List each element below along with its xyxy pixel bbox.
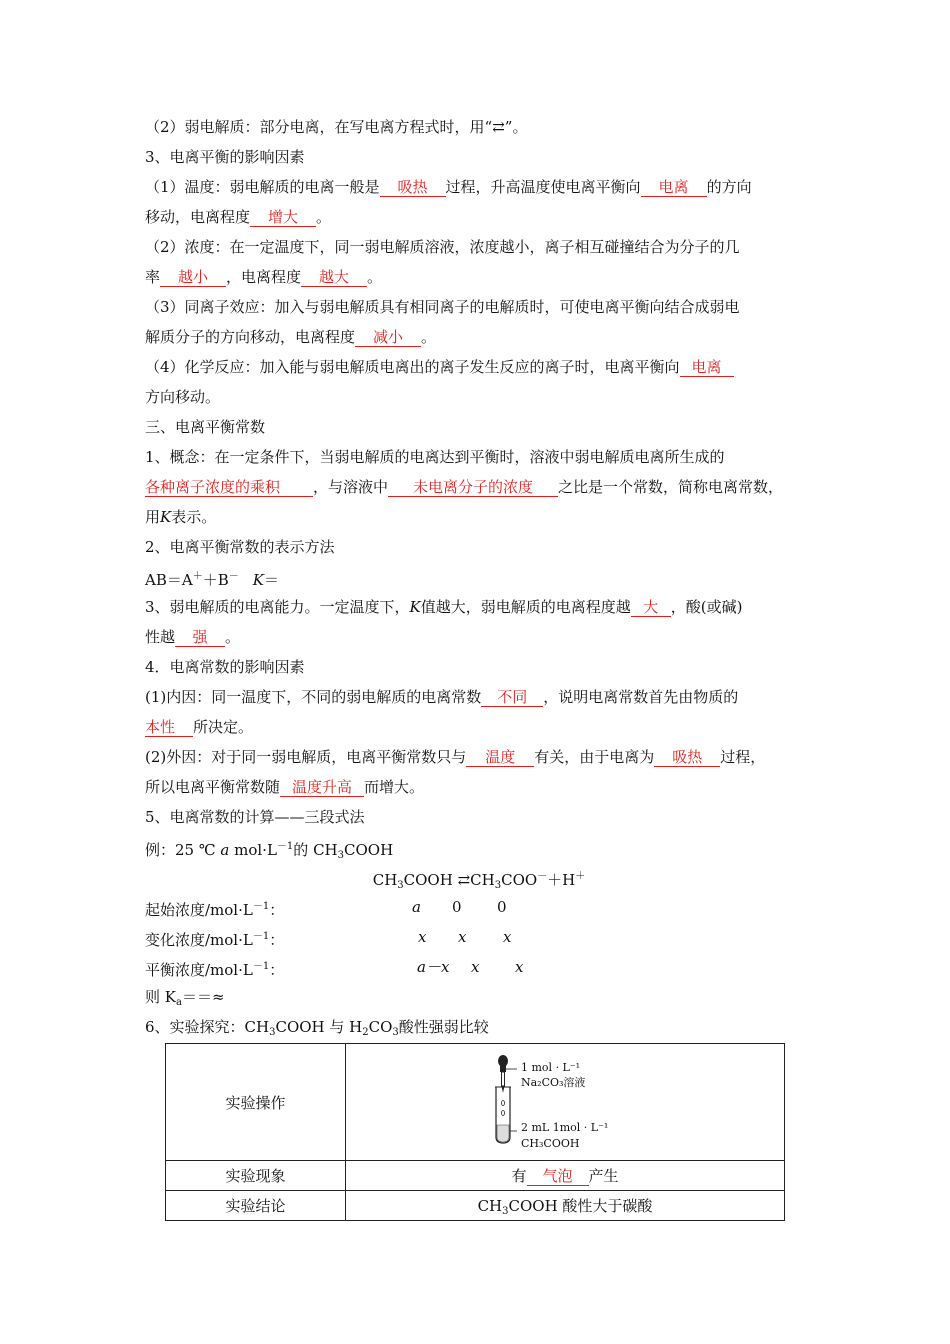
row-initial: 起始浓度$/mol\cdot L^{-1}$： a 0 0 (145, 898, 507, 919)
document-body (145, 112, 813, 1042)
answer-blank: 越小 (160, 268, 226, 287)
answer-blank: 强 (175, 628, 225, 647)
answer-blank: 本性 (145, 718, 193, 737)
heading-factors: 3、电离平衡的影响因素 (145, 148, 305, 166)
line-calc-heading: 5、电离常数的计算——三段式法 (145, 808, 365, 826)
line-temperature: （1）温度：弱电解质的电离一般是 吸热 过程，升高温度使电离平衡向 电离 的方向 (145, 178, 752, 196)
line-ab-equation: AB＝A＋＋B－ K＝ (145, 571, 279, 589)
line-internal-2: 本性 所决定。 (145, 718, 254, 736)
line-concentration: （2）浓度：在一定温度下，同一弱电解质溶液，浓度越小，离子相互碰撞结合为分子的几 (145, 238, 740, 256)
line-influence: 4．电离常数的影响因素 (145, 658, 305, 676)
answer-blank: 未电离分子的浓度 (388, 478, 558, 497)
line-external: (2)外因：对于同一弱电解质，电离平衡常数只与 温度 有关，由于电离为 吸热 过程， (145, 748, 766, 766)
line-representation: 2、电离平衡常数的表示方法 (145, 538, 335, 556)
section-heading-constant: 三、电离平衡常数 (145, 418, 266, 436)
svg-text:Na₂CO₃溶液: Na₂CO₃溶液 (521, 1076, 586, 1089)
answer-blank: 温度 (466, 748, 534, 767)
line-example: 例：25 ℃ a $mol\cdot L^{-1}$的 $CH_3COOH$ (145, 841, 394, 861)
svg-text:2 mL 1mol · L⁻¹: 2 mL 1mol · L⁻¹ (521, 1121, 609, 1134)
test-tube-icon (465, 1049, 665, 1155)
line-internal: (1)内因：同一温度下，不同的弱电解质的电离常数 不同 ，说明电离常数首先由物质的 (145, 688, 739, 706)
line-concentration-2: 率 越小 ，电离程度 越大 。 (145, 268, 383, 286)
apparatus-figure (346, 1044, 785, 1161)
conclusion: $CH_3COOH$ 酸性大于碳酸 (346, 1191, 785, 1221)
answer-blank: 电离 (641, 178, 707, 197)
line-concept-3: 用K表示。 (145, 508, 217, 526)
line-ability: 3、弱电解质的电离能力。一定温度下，K值越大，弱电解质的电离程度越 大 ，酸(或碱) (145, 598, 743, 616)
answer-blank: 电离 (680, 358, 734, 377)
answer-blank: 气泡 (527, 1167, 589, 1186)
line-external-2: 所以电离平衡常数随 温度升高 而增大。 (145, 778, 425, 796)
line-chem-reaction: （4）化学反应：加入能与弱电解质电离出的离子发生反应的离子时，电离平衡向 电离 (145, 352, 813, 382)
ionization-equation: $CH_3COOH$ $⇄CH_3COO^-+H^+$ (372, 871, 586, 891)
op-label: 实验操作 (166, 1044, 346, 1161)
svg-text:CH₃COOH: CH₃COOH (521, 1137, 580, 1150)
phen-label: 实验现象 (166, 1161, 346, 1191)
line-common-ion: （3）同离子效应：加入与弱电解质具有相同离子的电解质时，可使电离平衡向结合成弱电 (145, 298, 740, 316)
phenomenon: 有 气泡 产生 (346, 1161, 785, 1191)
answer-blank: 越大 (301, 268, 367, 287)
row-equilibrium: 平衡浓度$/mol\cdot L^{-1}$： a－x x x (145, 958, 524, 979)
answer-blank: 温度升高 (280, 778, 364, 797)
answer-blank: 不同 (481, 688, 543, 707)
line-common-ion-2: 解质分子的方向移动，电离程度 减小 。 (145, 328, 437, 346)
line-experiment: 6、实验探究：$CH_3COOH$ 与 $H_2CO_3$酸性强弱比较 (145, 1018, 489, 1038)
row-change: 变化浓度$/mol\cdot L^{-1}$： x x x (145, 928, 512, 949)
line-ka: 则 $K_a==\approx$ (145, 988, 225, 1008)
answer-blank: 增大 (250, 208, 316, 227)
line-weak-electrolyte: （2）弱电解质：部分电离，在写电离方程式时，用“⇄”。 (145, 118, 528, 136)
line-concept-2: 各种离子浓度的乘积 ，与溶液中 未电离分子的浓度 之比是一个常数，简称电离常数， (145, 478, 784, 496)
svg-text:1 mol · L⁻¹: 1 mol · L⁻¹ (521, 1061, 581, 1074)
answer-blank: 减小 (355, 328, 421, 347)
line-temperature-2: 移动，电离程度 增大 。 (145, 208, 332, 226)
experiment-table (165, 1043, 785, 1221)
conc-label: 实验结论 (166, 1191, 346, 1221)
answer-blank: 各种离子浓度的乘积 (145, 478, 313, 497)
answer-blank: 大 (631, 598, 671, 617)
line-concept: 1、概念：在一定条件下，当弱电解质的电离达到平衡时，溶液中弱电解质电离所生成的 (145, 448, 725, 466)
line-ability-2: 性越 强 。 (145, 628, 241, 646)
answer-blank: 吸热 (380, 178, 446, 197)
line-chem-reaction-2: 方向移动。 (145, 388, 221, 406)
answer-blank: 吸热 (654, 748, 720, 767)
